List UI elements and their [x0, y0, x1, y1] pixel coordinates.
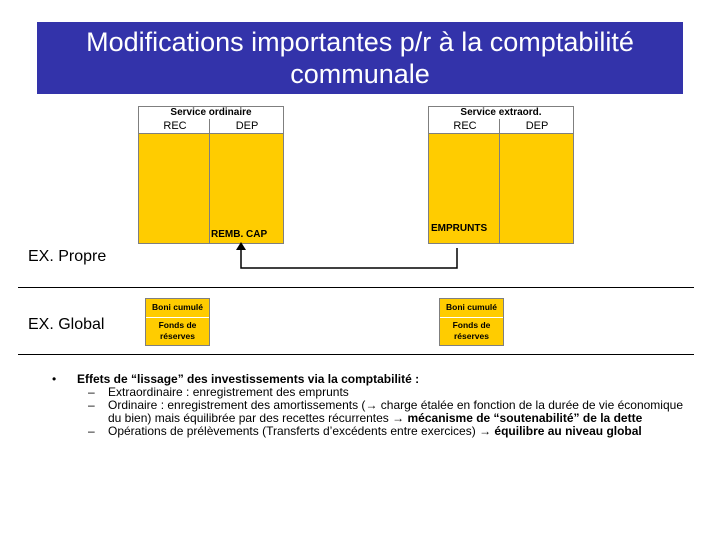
service-ordinaire-rec: REC — [163, 120, 187, 132]
sub-item-2 — [52, 399, 692, 425]
sub-item-2-bold: mécanisme de “soutenabilité” de la dette — [407, 411, 643, 425]
divider-line-top — [18, 287, 694, 288]
sub-item-3 — [52, 425, 692, 438]
sub-item-2-text-b: charge étalée en fonction de la durée de vie économique du bien) mais équilibrée par des recettes récurrentes — [108, 398, 683, 425]
service-extraord-box — [428, 106, 574, 244]
service-extraord-dep: DEP — [525, 120, 549, 132]
column-divider — [499, 119, 500, 243]
service-extraord-header: Service extraord. — [429, 107, 573, 120]
service-ordinaire-header: Service ordinaire — [139, 107, 283, 120]
service-extraord-columns — [429, 119, 573, 134]
emprunts-label: EMPRUNTS — [431, 223, 488, 234]
fonds-reserves-label: Fonds de réserves — [452, 320, 491, 341]
sub-item-1-text: Extraordinaire : enregistrement des emprunts — [108, 385, 349, 399]
boni-box-left — [145, 298, 210, 346]
dash-marker: – — [88, 398, 95, 412]
arrow-icon: → — [365, 398, 378, 412]
remb-cap-label: REMB. CAP — [211, 229, 268, 240]
ex-propre-label: EX. Propre — [28, 248, 107, 265]
sub-item-3-bold: équilibre au niveau global — [494, 424, 642, 438]
service-ordinaire-dep: DEP — [235, 120, 259, 132]
arrow-icon: → — [392, 411, 405, 425]
arrow-icon: → — [479, 424, 492, 438]
bullet-marker: • — [52, 372, 57, 386]
boni-cumule-label: Boni cumulé — [440, 299, 503, 318]
sub-item-2-text-a: Ordinaire : enregistrement des amortissements ( — [108, 398, 366, 412]
dash-marker: – — [88, 424, 95, 438]
service-ordinaire-box — [138, 106, 284, 244]
fonds-reserves-label: Fonds de réserves — [158, 320, 197, 341]
dash-marker: – — [88, 385, 95, 399]
page-title: Modifications importantes p/r à la comptabilité communale — [37, 22, 683, 94]
bullet-main-text: Effets de “lissage” des investissements via la comptabilité : — [77, 372, 420, 386]
divider-line-bottom — [18, 354, 694, 355]
connector-arrow — [230, 240, 470, 276]
boni-cumule-label: Boni cumulé — [146, 299, 209, 318]
column-divider — [209, 119, 210, 243]
service-ordinaire-columns — [139, 119, 283, 134]
bullet-list — [52, 373, 692, 438]
sub-item-3-text: Opérations de prélèvements (Transferts d’excédents entre exercices) — [108, 424, 480, 438]
service-extraord-rec: REC — [453, 120, 477, 132]
boni-box-right — [439, 298, 504, 346]
ex-global-label: EX. Global — [28, 316, 105, 333]
